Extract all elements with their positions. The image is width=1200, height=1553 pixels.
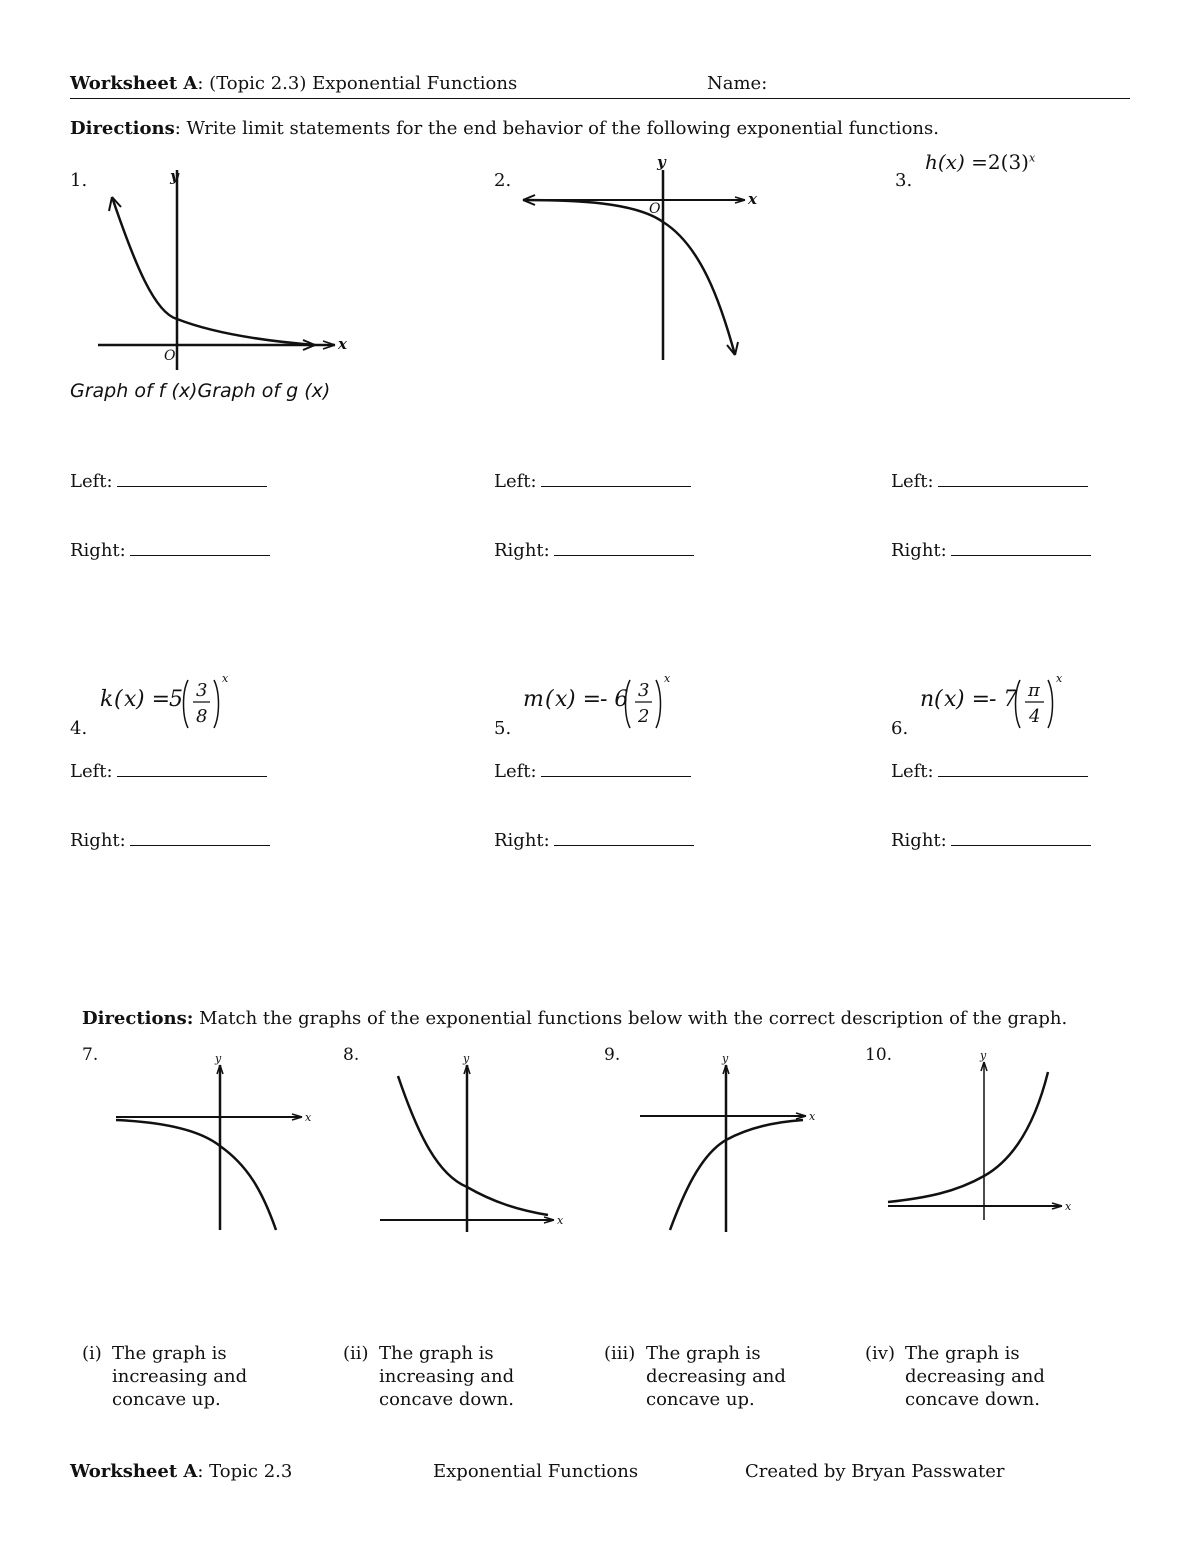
problem-2-right-blank[interactable] [554, 539, 694, 556]
problem-3-base: 3 [1008, 150, 1022, 174]
svg-text:x: x [222, 672, 229, 685]
svg-text:5: 5 [169, 687, 183, 712]
svg-text:8: 8 [196, 706, 208, 727]
graph-1-curve [112, 197, 315, 345]
problem-4-right: Right: [70, 829, 270, 851]
graph-7 [112, 1050, 322, 1235]
svg-text:m: m [523, 687, 544, 712]
description-iii-text: The graph is decreasing and concave up. [646, 1343, 786, 1410]
description-ii-num: (ii) [343, 1343, 369, 1364]
svg-text:3: 3 [196, 680, 208, 701]
problem-1-right: Right: [70, 539, 270, 561]
svg-text:4: 4 [1029, 706, 1041, 727]
description-iv [865, 1342, 1115, 1410]
problem-3-left-blank[interactable] [938, 470, 1088, 487]
svg-text:(: ( [545, 687, 554, 712]
svg-text:- 7: - 7 [989, 687, 1018, 712]
problem-6-right: Right: [891, 829, 1091, 851]
footer-topic: : Topic 2.3 [197, 1461, 293, 1482]
graph-2 [515, 150, 775, 365]
graph-1-origin: O [164, 348, 176, 364]
graph-2-y-label: y [657, 153, 666, 171]
svg-text:π: π [1028, 680, 1040, 701]
graph-8-y-label: y [463, 1052, 470, 1065]
problem-5-right-blank[interactable] [554, 829, 694, 846]
svg-text:3: 3 [638, 680, 650, 701]
svg-text:n: n [920, 687, 935, 712]
graph-7-curve [116, 1120, 276, 1230]
description-ii [343, 1342, 593, 1410]
graph-1-y-label: y [170, 167, 179, 185]
topic-text: : (Topic 2.3) Exponential Functions [197, 73, 518, 94]
graph-10-x-label: x [1065, 1200, 1072, 1213]
svg-text:x: x [1056, 672, 1063, 685]
svg-text:k: k [100, 687, 114, 712]
directions-1-label: Directions [70, 118, 175, 139]
header-rule [70, 98, 1130, 99]
graph-1-x-label: x [338, 335, 347, 353]
problem-4-left-blank[interactable] [117, 760, 267, 777]
svg-text:- 6: - 6 [600, 687, 629, 712]
problem-6-right-blank[interactable] [951, 829, 1091, 846]
svg-text:) =: ) = [136, 687, 171, 712]
problem-2-right: Right: [494, 539, 694, 561]
footer-title [70, 1461, 292, 1482]
problem-1-left: Left: [70, 470, 267, 492]
description-i-num: (i) [82, 1343, 102, 1364]
graph-7-number: 7. [82, 1045, 99, 1065]
description-iv-num: (iv) [865, 1343, 895, 1364]
graph-9-curve [670, 1120, 803, 1230]
graph-7-x-label: x [305, 1111, 312, 1124]
problem-3-exp: x [1028, 151, 1036, 165]
svg-text:x: x [555, 687, 568, 712]
graph-10 [886, 1050, 1086, 1235]
problem-4-number: 4. [70, 718, 88, 739]
name-label: Name: [707, 73, 768, 94]
problem-3-left: Left: [891, 470, 1088, 492]
description-iii [604, 1342, 854, 1410]
svg-text:) =: ) = [567, 687, 602, 712]
graph-8-x-label: x [557, 1214, 564, 1227]
svg-text:x: x [664, 672, 671, 685]
problem-4-expression [100, 672, 270, 736]
graph-2-x-label: x [748, 190, 757, 208]
footer-credit: Created by Bryan Passwater [745, 1461, 1005, 1482]
graph-8 [378, 1050, 578, 1235]
problem-3-fn: h(x) = [925, 150, 988, 174]
footer-worksheet-label: Worksheet A [70, 1461, 198, 1482]
graph-10-number: 10. [865, 1045, 893, 1065]
graph-2-origin: O [649, 201, 661, 217]
problem-1-right-blank[interactable] [130, 539, 270, 556]
graph-8-number: 8. [343, 1045, 360, 1065]
svg-text:(: ( [114, 687, 123, 712]
graph-9-x-label: x [809, 1110, 816, 1123]
problem-5-left-blank[interactable] [541, 760, 691, 777]
problem-2-left: Left: [494, 470, 691, 492]
worksheet-title [70, 73, 517, 94]
problem-2-left-blank[interactable] [541, 470, 691, 487]
problem-6-expression [920, 672, 1100, 736]
svg-text:x: x [124, 687, 137, 712]
problem-6-left: Left: [891, 760, 1088, 782]
description-i-text: The graph is increasing and concave up. [112, 1343, 248, 1410]
svg-text:(: ( [934, 687, 943, 712]
problem-3-expression: $h(x) =2(3)^x$ [925, 150, 1036, 174]
graph-7-y-label: y [215, 1052, 222, 1065]
svg-text:) =: ) = [956, 687, 991, 712]
problem-5-number: 5. [494, 718, 512, 739]
problem-6-number: 6. [891, 718, 909, 739]
problem-5-left: Left: [494, 760, 691, 782]
graph-1 [90, 165, 360, 375]
problem-3-right-blank[interactable] [951, 539, 1091, 556]
problem-5-expression [523, 672, 703, 736]
graph-2-curve [523, 200, 735, 355]
worksheet-label: Worksheet A [70, 73, 198, 94]
graph-9 [638, 1050, 838, 1235]
description-iii-num: (iii) [604, 1343, 636, 1364]
graph-9-y-label: y [722, 1052, 729, 1065]
graph-9-number: 9. [604, 1045, 621, 1065]
description-iv-text: The graph is decreasing and concave down. [905, 1343, 1045, 1410]
description-i [82, 1342, 322, 1410]
description-ii-text: The graph is increasing and concave down. [379, 1343, 515, 1410]
svg-text:x: x [944, 687, 957, 712]
problem-1-number: 1. [70, 170, 88, 191]
graph-caption: Graph of f (x)Graph of g (x) [70, 380, 331, 402]
graph-10-y-label: y [980, 1049, 987, 1062]
problem-5-right: Right: [494, 829, 694, 851]
problem-1-left-blank[interactable] [117, 470, 267, 487]
problem-3-right: Right: [891, 539, 1091, 561]
problem-3-coef: 2 [987, 150, 1001, 174]
problem-6-left-blank[interactable] [938, 760, 1088, 777]
graph-8-curve [398, 1076, 548, 1215]
directions-2-label: Directions: [82, 1008, 194, 1029]
footer-center: Exponential Functions [433, 1461, 639, 1482]
svg-text:2: 2 [638, 706, 650, 727]
directions-1-text: : Write limit statements for the end behavior of the following exponential functions. [174, 118, 939, 139]
directions-2-text: Match the graphs of the exponential functions below with the correct description of the graph. [193, 1008, 1068, 1029]
problem-3-number: 3. [895, 170, 913, 191]
problem-2-number: 2. [494, 170, 512, 191]
directions-1 [70, 118, 939, 139]
graph-10-curve [888, 1072, 1048, 1202]
directions-2 [82, 1008, 1067, 1029]
problem-4-right-blank[interactable] [130, 829, 270, 846]
problem-4-left: Left: [70, 760, 267, 782]
